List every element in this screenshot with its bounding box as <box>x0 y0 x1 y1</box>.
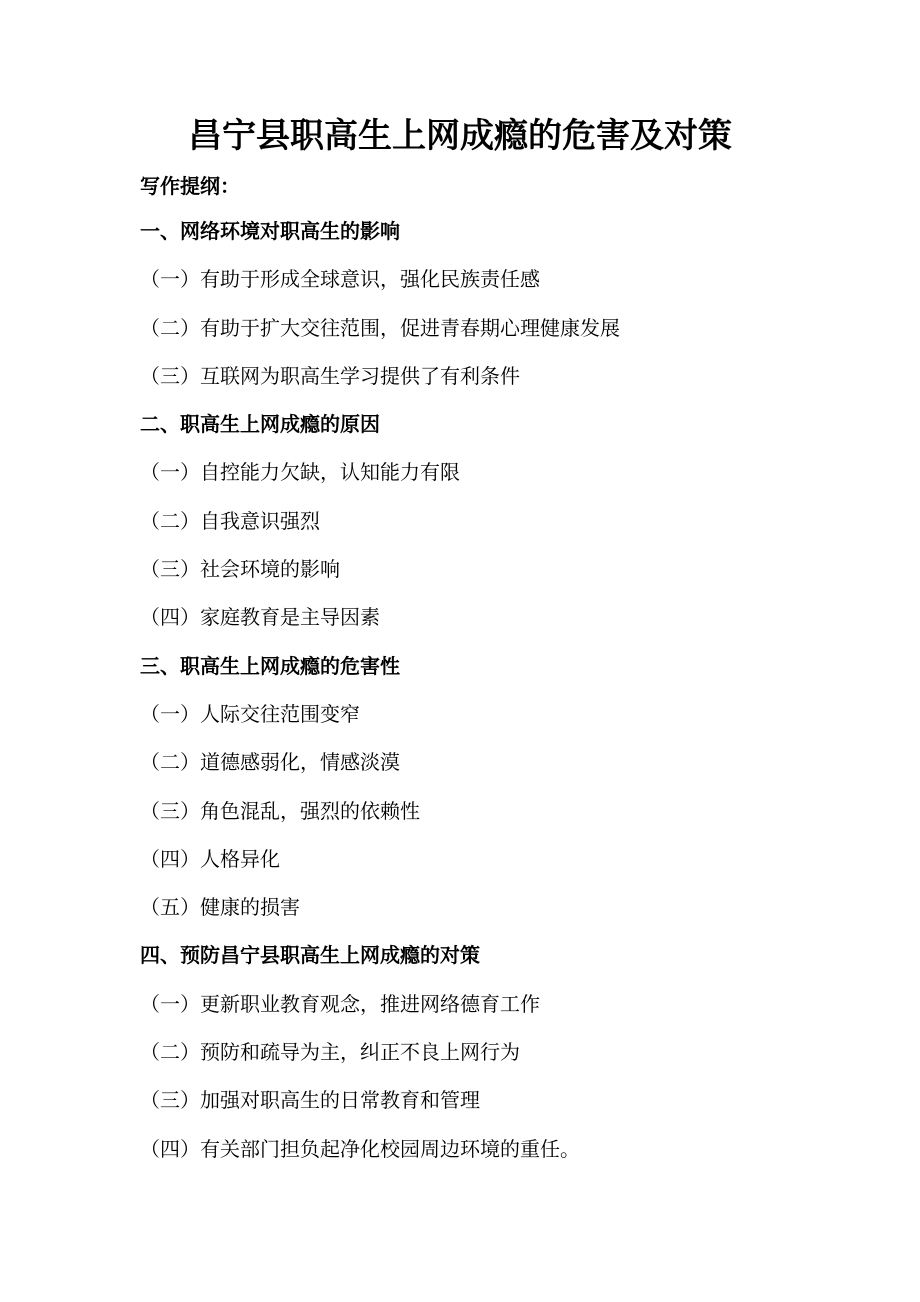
document-title: 昌宁县职高生上网成瘾的危害及对策 <box>188 116 732 156</box>
section-heading: 三、职高生上网成瘾的危害性 <box>140 653 400 678</box>
outline-item: （一）自控能力欠缺，认知能力有限 <box>140 460 460 485</box>
outline-item: （三）角色混乱，强烈的依赖性 <box>140 798 420 823</box>
outline-item: （四）人格异化 <box>140 846 280 871</box>
outline-label: 写作提纲： <box>140 174 240 198</box>
section-heading: 二、职高生上网成瘾的原因 <box>140 412 380 437</box>
outline-item: （四）有关部门担负起净化校园周边环境的重任。 <box>140 1136 580 1161</box>
outline-item: （四）家庭教育是主导因素 <box>140 605 380 630</box>
outline-item: （一）人际交往范围变窄 <box>140 701 360 726</box>
section-heading: 四、预防昌宁县职高生上网成瘾的对策 <box>140 943 480 968</box>
outline-item: （二）有助于扩大交往范围，促进青春期心理健康发展 <box>140 315 620 340</box>
outline-item: （三）社会环境的影响 <box>140 557 340 582</box>
outline-item: （一）有助于形成全球意识，强化民族责任感 <box>140 267 540 292</box>
outline-list <box>140 213 880 1179</box>
outline-item: （五）健康的损害 <box>140 895 300 920</box>
outline-item: （二）自我意识强烈 <box>140 508 320 533</box>
outline-item: （三）加强对职高生的日常教育和管理 <box>140 1088 480 1113</box>
outline-item: （二）预防和疏导为主，纠正不良上网行为 <box>140 1040 520 1065</box>
outline-item: （二）道德感弱化，情感淡漠 <box>140 750 400 775</box>
outline-item: （三）互联网为职高生学习提供了有利条件 <box>140 363 520 388</box>
outline-item: （一）更新职业教育观念，推进网络德育工作 <box>140 991 540 1016</box>
section-heading: 一、网络环境对职高生的影响 <box>140 219 400 243</box>
